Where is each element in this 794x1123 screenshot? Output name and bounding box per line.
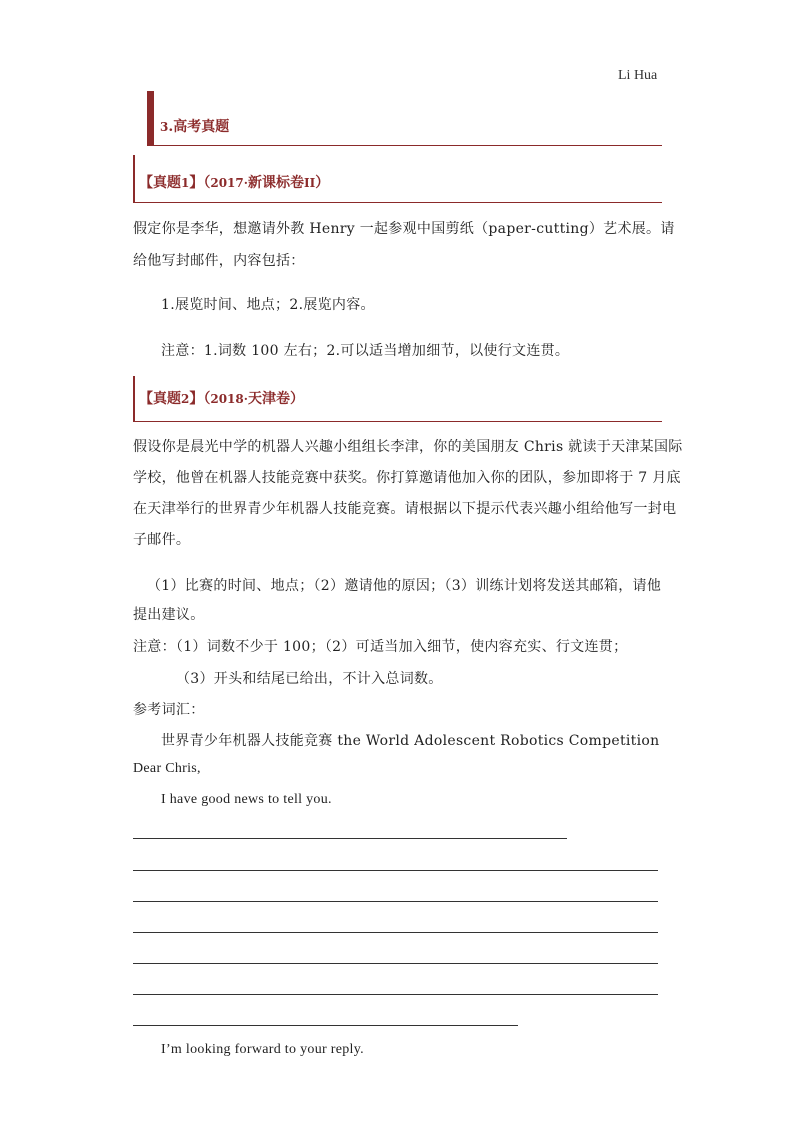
writing-line[interactable] bbox=[133, 838, 567, 839]
letter-greeting: Dear Chris, bbox=[133, 761, 201, 776]
q1-note: 注意：1.词数 100 左右；2.可以适当增加细节，以使行文连贯。 bbox=[161, 343, 570, 359]
q2-source-name: 天津卷 bbox=[247, 391, 290, 407]
q1-points: 1.展览时间、地点；2.展览内容。 bbox=[161, 297, 375, 313]
letter-opening: I have good news to tell you. bbox=[161, 792, 332, 807]
q1-source-close: ） bbox=[315, 175, 330, 191]
q1-tag-close: 】 bbox=[189, 175, 204, 191]
section-number: 3 bbox=[160, 120, 169, 134]
q1-tag bbox=[139, 172, 329, 192]
q2-tag-close: 】 bbox=[189, 391, 204, 407]
q2-source-close: ） bbox=[289, 391, 304, 407]
q1-source-volume: II bbox=[303, 176, 316, 190]
section-divider bbox=[154, 145, 662, 146]
author-name: Li Hua bbox=[618, 68, 658, 83]
q1-tag-number: 1 bbox=[181, 176, 190, 190]
q2-note-line-1: 注意：（1）词数不少于 100；（2）可适当加入细节，使内容充实、行文连贯； bbox=[133, 639, 628, 655]
q1-source-open: （ bbox=[203, 175, 211, 191]
section-sep: . bbox=[168, 119, 174, 135]
writing-line[interactable] bbox=[133, 963, 658, 964]
writing-line[interactable] bbox=[133, 870, 658, 871]
q2-tag bbox=[139, 388, 304, 408]
q2-tag-open: 【真题 bbox=[139, 391, 181, 407]
q2-prompt-line-2: 学校，他曾在机器人技能竞赛中获奖。你打算邀请他加入你的团队，参加即将于 7 月底 bbox=[133, 470, 681, 486]
writing-line[interactable] bbox=[133, 1025, 518, 1026]
writing-line[interactable] bbox=[133, 932, 658, 933]
q1-source-name: 新课标卷 bbox=[247, 175, 304, 191]
q1-tag-open: 【真题 bbox=[139, 175, 181, 191]
q2-prompt-line-3: 在天津举行的世界青少年机器人技能竞赛。请根据以下提示代表兴趣小组给他写一封电 bbox=[133, 501, 677, 517]
q2-points-line-1: （1）比赛的时间、地点；（2）邀请他的原因；（3）训练计划将发送其邮箱，请他 bbox=[147, 578, 662, 594]
q2-source-sep: · bbox=[243, 392, 248, 406]
q2-prompt-line-1: 假设你是晨光中学的机器人兴趣小组组长李津，你的美国朋友 Chris 就读于天津某国际 bbox=[133, 439, 683, 455]
letter-closing: I’m looking forward to your reply. bbox=[161, 1042, 364, 1057]
q2-tag-bar bbox=[133, 376, 135, 422]
q2-points-line-2: 提出建议。 bbox=[133, 607, 205, 623]
writing-line[interactable] bbox=[133, 901, 658, 902]
q1-prompt-line-1: 假定你是李华，想邀请外教 Henry 一起参观中国剪纸（paper-cutting）艺术展。请 bbox=[133, 221, 675, 237]
q2-source-year: 2018 bbox=[210, 392, 244, 406]
q2-vocab-item: 世界青少年机器人技能竞赛 the World Adolescent Robotics Competition bbox=[161, 733, 660, 749]
q2-note-line-2: （3）开头和结尾已给出，不计入总词数。 bbox=[176, 671, 443, 687]
q2-prompt-line-4: 子邮件。 bbox=[133, 532, 191, 548]
q2-vocab-label: 参考词汇： bbox=[133, 702, 205, 718]
q1-source-year: 2017 bbox=[210, 176, 244, 190]
writing-line[interactable] bbox=[133, 994, 658, 995]
q1-tag-rule bbox=[133, 202, 662, 203]
q1-tag-bar bbox=[133, 155, 135, 203]
q2-tag-rule bbox=[133, 421, 662, 422]
section-title bbox=[160, 116, 229, 136]
q2-source-open: （ bbox=[203, 391, 211, 407]
q2-tag-number: 2 bbox=[181, 392, 190, 406]
section-title-text: 高考真题 bbox=[173, 119, 230, 135]
section-accent-bar bbox=[147, 91, 154, 146]
q1-prompt-line-2: 给他写封邮件，内容包括： bbox=[133, 253, 305, 269]
q1-source-sep: · bbox=[243, 176, 248, 190]
